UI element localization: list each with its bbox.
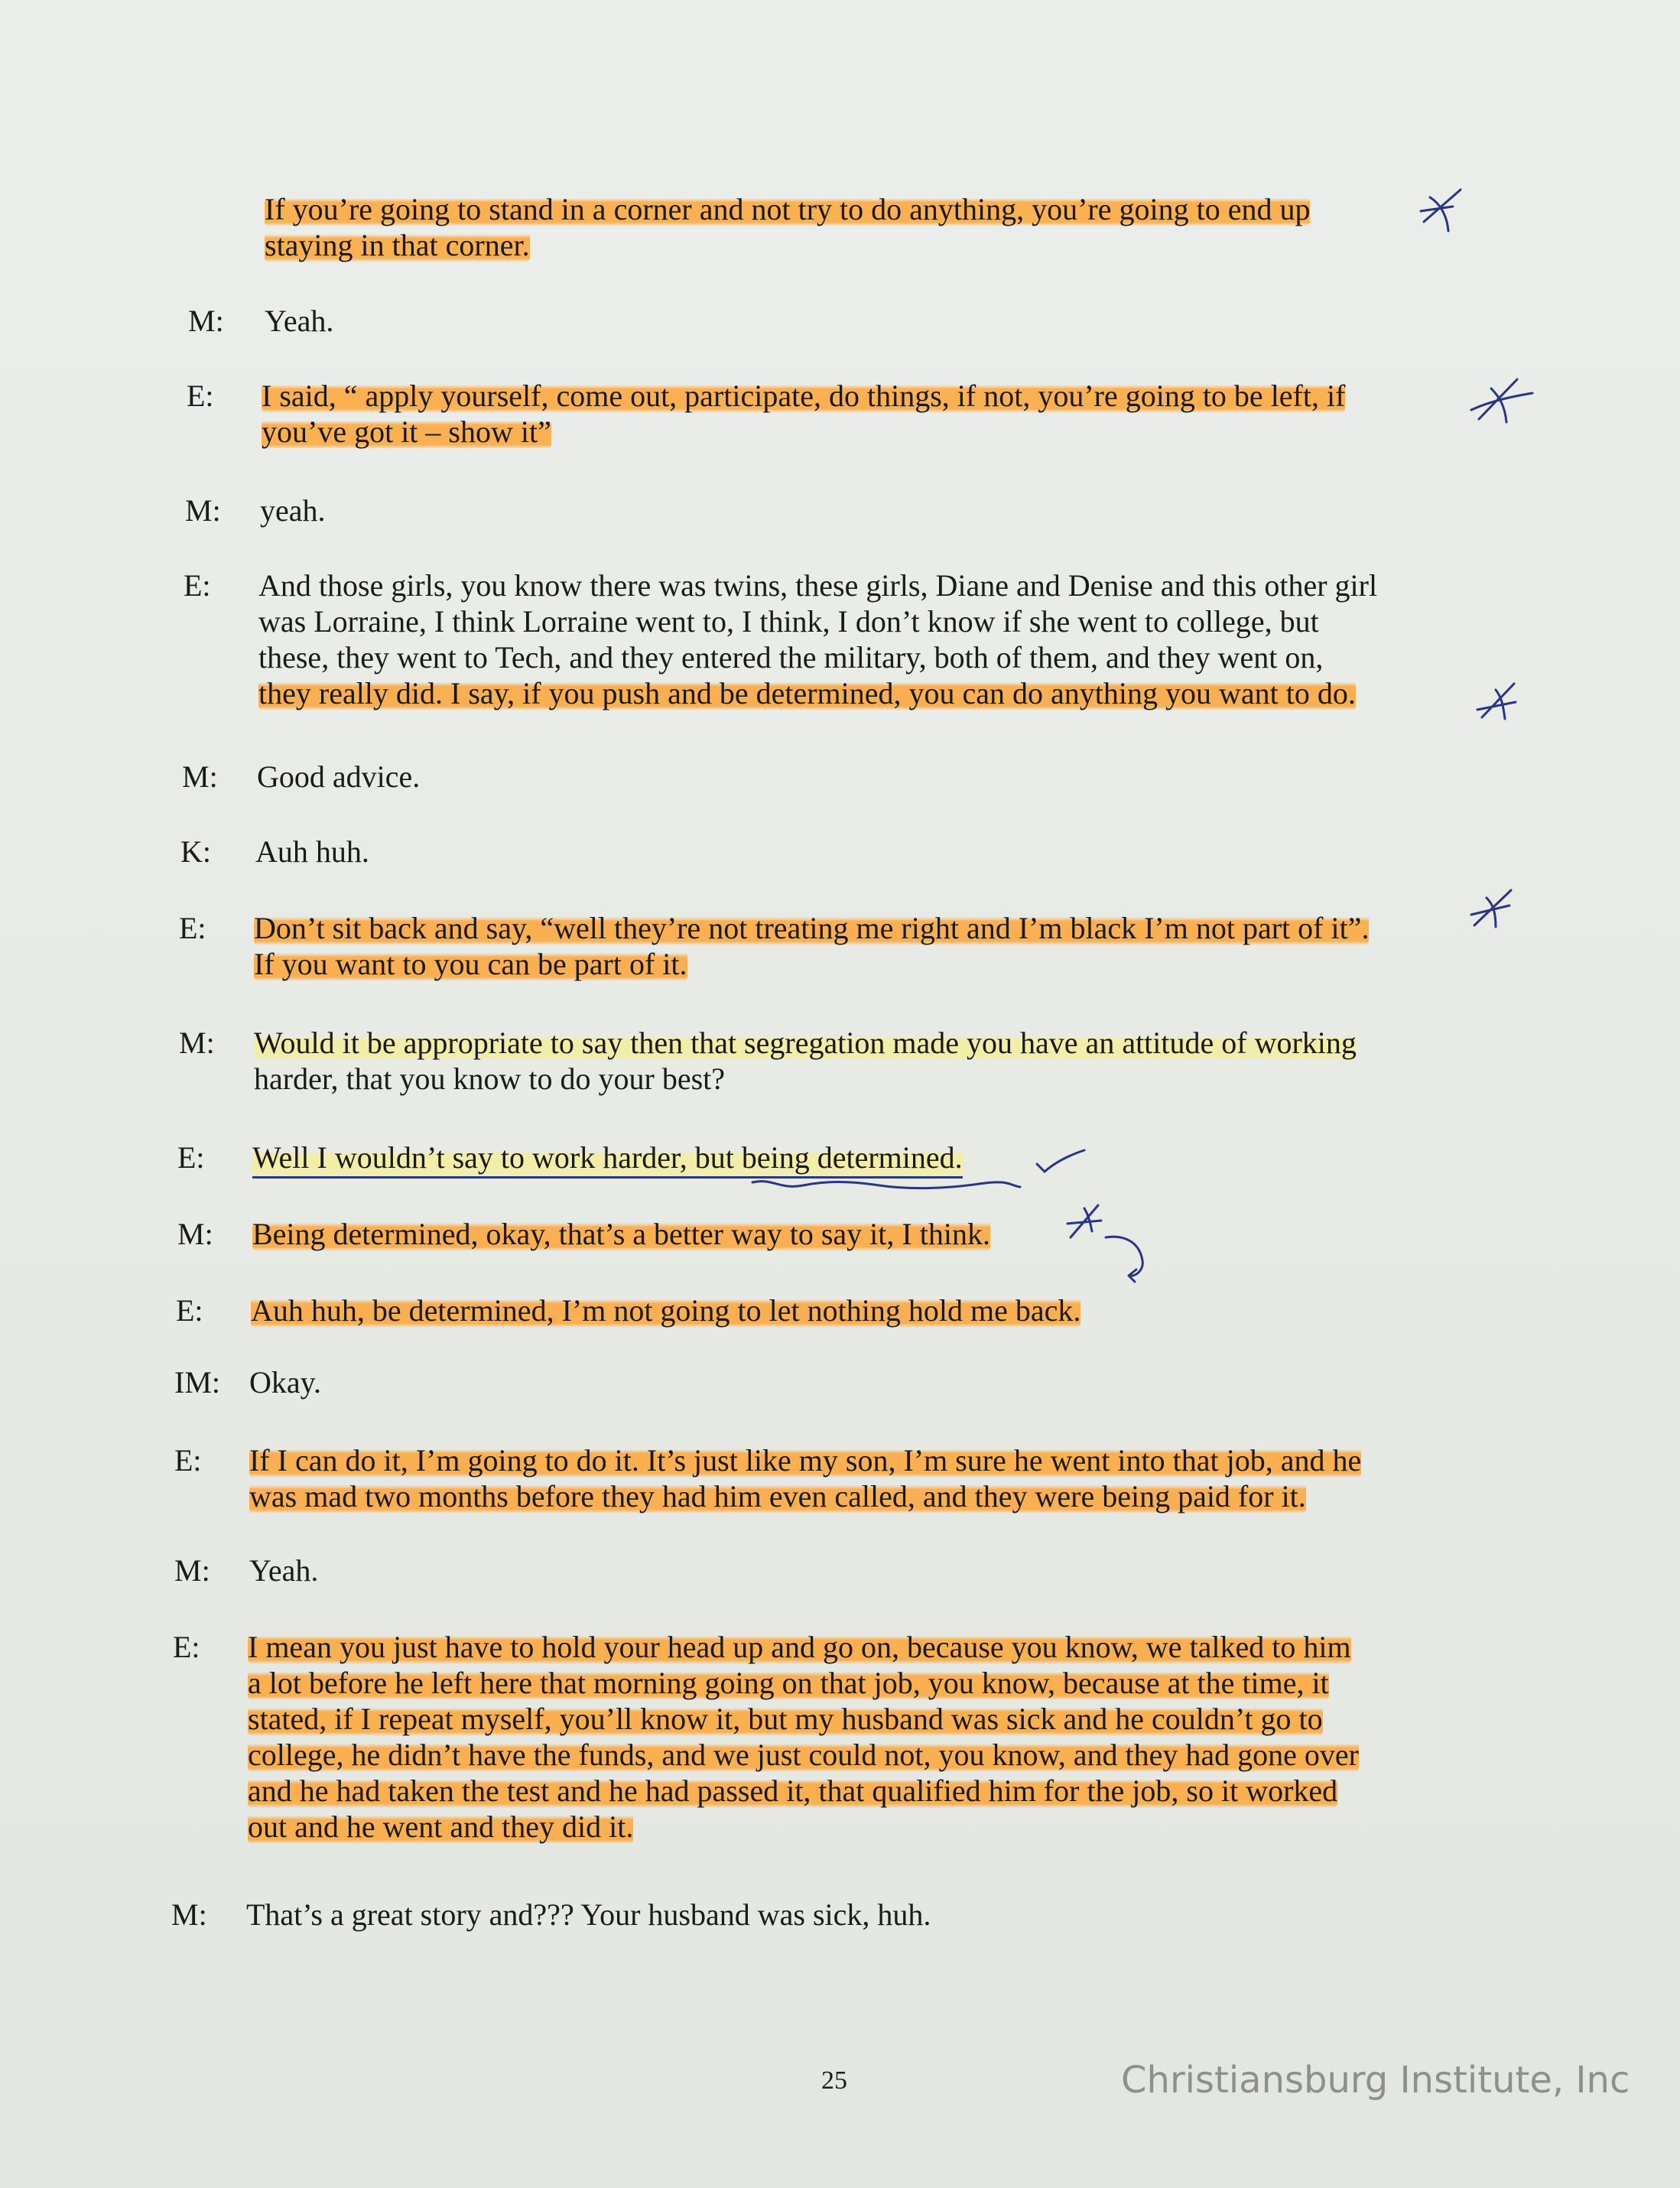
speaker-label: E: — [177, 1140, 205, 1175]
entry-line: a lot before he left here that morning going on that job, you know, because at the time, it — [248, 1666, 1329, 1700]
speaker-label: M: — [171, 1897, 207, 1932]
entry-line: If I can do it, I’m going to do it. It’s just like my son, I’m sure he went into that job, and he — [249, 1443, 1362, 1478]
entry-line: Well I wouldn’t say to work harder, but being determined. — [252, 1140, 1514, 1175]
entry-line: college, he didn’t have the funds, and we just could not, you know, and they had gone over — [248, 1738, 1359, 1772]
speaker-label: M: — [182, 759, 218, 794]
speaker-label: E: — [179, 911, 206, 945]
ink-star-mark — [1468, 375, 1537, 428]
entry-line: was Lorraine, I think Lorraine went to, I think, I don’t know if she went to college, but — [258, 604, 1319, 639]
entry-line: And those girls, you know there was twins, these girls, Diane and Denise and this other girl — [258, 568, 1378, 603]
entry-line: staying in that corner. — [265, 228, 530, 262]
ink-star-mark — [1415, 184, 1476, 237]
speaker-label: E: — [187, 379, 214, 413]
entry-line: Good advice. — [257, 759, 421, 794]
speaker-label: M: — [185, 493, 221, 528]
ink-arrow-mark — [1101, 1224, 1162, 1285]
entry-line: and he had taken the test and he had passed it, that qualified him for the job, so it worked — [248, 1773, 1338, 1808]
ink-star-mark — [1468, 886, 1522, 931]
entry-line: stated, if I repeat myself, you’ll know it, but my husband was sick and he couldn’t go to — [248, 1702, 1323, 1736]
entry-line: Auh huh. — [255, 834, 369, 869]
speaker-label: E: — [174, 1443, 202, 1478]
entry-line: harder, that you know to do your best? — [254, 1061, 726, 1096]
entry-line: I mean you just have to hold your head up and go on, because you know, we talked to him — [248, 1630, 1351, 1664]
speaker-label: E: — [173, 1630, 200, 1664]
speaker-label: M: — [179, 1026, 215, 1060]
entry-line: Okay. — [249, 1365, 322, 1400]
entry-line: Yeah. — [249, 1553, 319, 1588]
entry-line: Auh huh, be determined, I’m not going to let nothing hold me back. — [251, 1293, 1081, 1328]
entry-line: Being determined, okay, that’s a better way to say it, I think. — [252, 1217, 990, 1251]
ink-underline-squiggle — [749, 1175, 1025, 1195]
speaker-label: E: — [184, 568, 211, 603]
speaker-label: E: — [176, 1293, 203, 1328]
entry-line: was mad two months before they had him even called, and they were being paid for it. — [249, 1479, 1306, 1513]
page-number: 25 — [821, 2066, 847, 2095]
entry-line: you’ve got it – show it” — [262, 415, 551, 449]
entry-line: Don’t sit back and say, “well they’re not treating me right and I’m black I’m not part of it”. — [254, 911, 1370, 945]
speaker-label: M: — [177, 1217, 213, 1251]
ink-star-mark — [1476, 679, 1529, 725]
speaker-label: IM: — [174, 1365, 220, 1400]
entry-line: I said, “ apply yourself, come out, participate, do things, if not, you’re going to be left, if — [262, 379, 1346, 413]
entry-line: If you’re going to stand in a corner and not try to do anything, you’re going to end up — [265, 192, 1311, 226]
entry-line: That’s a great story and??? Your husband was sick, huh. — [246, 1897, 931, 1932]
entry-line: Yeah. — [265, 304, 334, 338]
ink-check-mark — [1034, 1146, 1087, 1176]
entry-line: Would it be appropriate to say then that segregation made you have an attitude of working — [254, 1026, 1357, 1060]
speaker-label: M: — [174, 1553, 210, 1588]
entry-line: out and he went and they did it. — [248, 1809, 634, 1844]
entry-line: If you want to you can be part of it. — [254, 947, 687, 981]
watermark-text: Christiansburg Institute, Inc — [1121, 2059, 1630, 2102]
entry-line: these, they went to Tech, and they entered the military, both of them, and they went on, — [258, 640, 1324, 675]
speaker-label: K: — [180, 834, 211, 869]
entry-line: yeah. — [260, 493, 326, 528]
speaker-label: M: — [188, 304, 224, 338]
entry-line: they really did. I say, if you push and be determined, you can do anything you want to do. — [258, 676, 1356, 710]
